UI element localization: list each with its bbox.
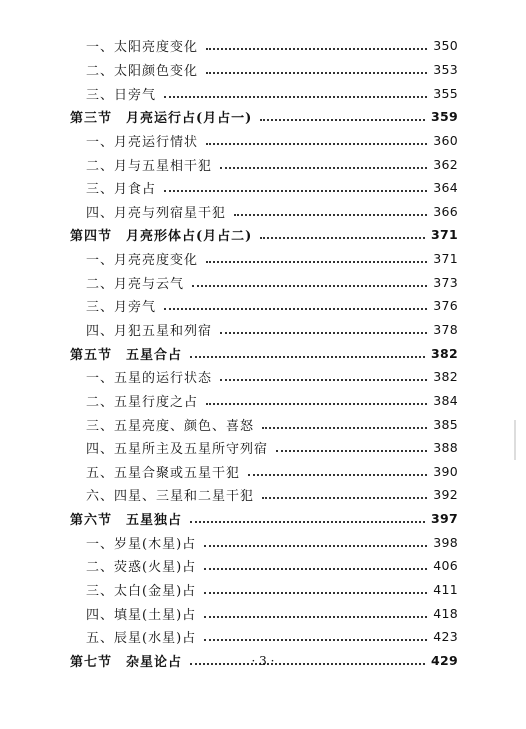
toc-section-title: 第四节 月亮形体占(月占二)	[70, 229, 253, 245]
toc-section[interactable]	[70, 341, 458, 365]
toc-section[interactable]	[70, 105, 458, 129]
toc-entry[interactable]	[70, 483, 458, 507]
toc-entry-title: 二、月亮与云气	[86, 276, 185, 292]
toc-entry-page: 390	[433, 463, 458, 479]
dot-leader	[206, 47, 427, 50]
dot-leader	[190, 355, 425, 358]
toc-section-page: 429	[431, 652, 458, 668]
toc-entry[interactable]	[70, 58, 458, 82]
toc-entry-title: 二、太阳颜色变化	[86, 63, 199, 79]
dot-leader	[220, 378, 427, 381]
toc-entry-page: 376	[433, 298, 458, 314]
toc-section[interactable]	[70, 223, 458, 247]
toc-entry-page: 398	[433, 534, 458, 550]
toc-entry[interactable]	[70, 530, 458, 554]
toc-entry[interactable]	[70, 129, 458, 153]
toc-section[interactable]	[70, 507, 458, 531]
dot-leader	[260, 236, 425, 239]
scan-edge-mark	[514, 420, 516, 460]
toc-entry[interactable]	[70, 199, 458, 223]
toc-entry-page: 355	[433, 85, 458, 101]
dot-leader	[164, 307, 427, 310]
dot-leader	[204, 591, 427, 594]
toc-entry-title: 四、五星所主及五星所守列宿	[86, 442, 269, 458]
dot-leader	[234, 213, 427, 216]
page-number-footer: · 3 ·	[251, 654, 275, 668]
dot-leader	[164, 95, 427, 98]
dot-leader	[164, 189, 427, 192]
toc-entry-page: 353	[433, 61, 458, 77]
toc-entry-page: 362	[433, 156, 458, 172]
dot-leader	[262, 496, 427, 499]
toc-entry-title: 五、辰星(水星)占	[86, 631, 197, 647]
toc-section-title: 第三节 月亮运行占(月占一)	[70, 111, 253, 127]
toc-entry-title: 三、太白(金星)占	[86, 584, 197, 600]
toc-entry-page: 385	[433, 416, 458, 432]
toc-entry-page: 371	[433, 251, 458, 267]
dot-leader	[206, 260, 427, 263]
toc-entry-title: 四、月亮与列宿星干犯	[86, 205, 227, 221]
toc-entry[interactable]	[70, 625, 458, 649]
dot-leader	[204, 544, 427, 547]
toc-entry-page: 382	[433, 369, 458, 385]
toc-entry-title: 一、五星的运行状态	[86, 371, 213, 387]
toc-entry-page: 366	[433, 203, 458, 219]
toc-section-title: 第七节 杂星论占	[70, 654, 183, 670]
toc-entry[interactable]	[70, 554, 458, 578]
toc-section-title: 第六节 五星独占	[70, 513, 183, 529]
toc-section-page: 397	[431, 511, 458, 527]
toc-entry-page: 388	[433, 440, 458, 456]
dot-leader	[192, 284, 427, 287]
toc-entry-title: 三、五星亮度、颜色、喜怒	[86, 418, 255, 434]
toc-entry-title: 一、太阳亮度变化	[86, 40, 199, 56]
toc-entry-page: 411	[433, 582, 458, 598]
toc-section-page: 382	[431, 345, 458, 361]
dot-leader	[260, 118, 425, 121]
toc-section-title: 第五节 五星合占	[70, 347, 183, 363]
toc-entry-title: 一、月亮亮度变化	[86, 253, 199, 269]
table-of-contents	[70, 34, 458, 672]
toc-entry-title: 一、月亮运行情状	[86, 134, 199, 150]
toc-entry-title: 五、五星合聚或五星干犯	[86, 465, 241, 481]
toc-entry-title: 六、四星、三星和二星干犯	[86, 489, 255, 505]
toc-entry-page: 373	[433, 274, 458, 290]
toc-entry-page: 392	[433, 487, 458, 503]
dot-leader	[220, 331, 427, 334]
toc-entry-title: 二、五星行度之占	[86, 394, 199, 410]
dot-leader	[206, 71, 427, 74]
dot-leader	[276, 449, 427, 452]
toc-entry-title: 四、月犯五星和列宿	[86, 324, 213, 339]
toc-entry[interactable]	[70, 294, 458, 318]
toc-entry[interactable]	[70, 247, 458, 271]
toc-entry-page: 418	[433, 605, 458, 621]
toc-entry-title: 一、岁星(木星)占	[86, 536, 197, 552]
toc-entry[interactable]	[70, 81, 458, 105]
toc-entry[interactable]	[70, 436, 458, 460]
toc-entry-page: 378	[433, 322, 458, 337]
toc-entry-title: 三、月食占	[86, 182, 157, 198]
toc-entry[interactable]	[70, 460, 458, 484]
dot-leader	[220, 166, 427, 169]
toc-entry[interactable]	[70, 176, 458, 200]
toc-entry-title: 三、月旁气	[86, 300, 157, 316]
toc-entry-page: 423	[433, 629, 458, 645]
toc-entry[interactable]	[70, 578, 458, 602]
toc-entry-page: 350	[433, 38, 458, 54]
dot-leader	[262, 426, 427, 429]
dot-leader	[206, 142, 427, 145]
toc-entry-page: 406	[433, 558, 458, 574]
toc-entry[interactable]	[70, 601, 458, 625]
toc-entry-title: 二、月与五星相干犯	[86, 158, 213, 174]
dot-leader	[204, 615, 427, 618]
toc-entry-title: 三、日旁气	[86, 87, 157, 103]
dot-leader	[204, 638, 427, 641]
toc-section-page: 359	[431, 109, 458, 125]
toc-entry-page: 364	[433, 180, 458, 196]
toc-entry-title: 四、填星(土星)占	[86, 607, 197, 623]
dot-leader	[204, 567, 427, 570]
toc-section-page: 371	[431, 227, 458, 243]
toc-entry-title: 二、荧惑(火星)占	[86, 560, 197, 576]
toc-entry-page: 360	[433, 132, 458, 148]
toc-entry[interactable]	[70, 389, 458, 413]
toc-entry[interactable]	[70, 152, 458, 176]
dot-leader	[248, 473, 427, 476]
toc-entry[interactable]	[70, 365, 458, 389]
dot-leader	[190, 520, 425, 523]
toc-entry[interactable]	[70, 270, 458, 294]
toc-entry-page: 384	[433, 392, 458, 408]
toc-entry[interactable]	[70, 34, 458, 58]
dot-leader	[206, 402, 427, 405]
toc-entry[interactable]	[70, 318, 458, 342]
toc-entry[interactable]	[70, 412, 458, 436]
